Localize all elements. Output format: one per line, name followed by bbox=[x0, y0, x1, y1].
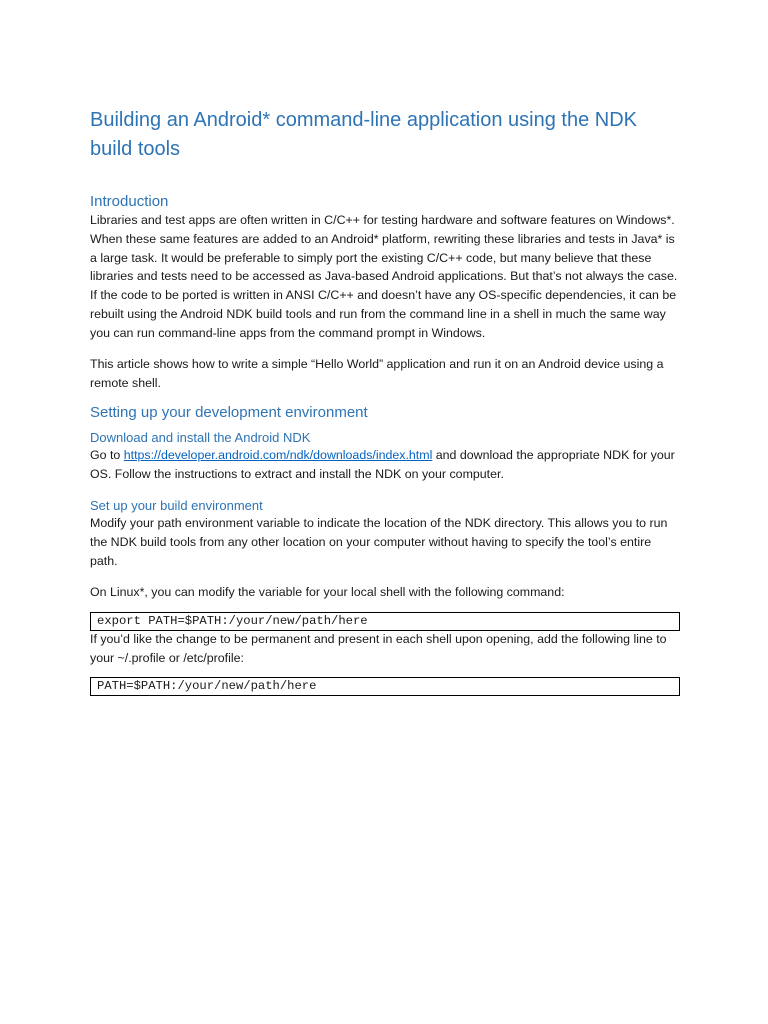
introduction-heading: Introduction bbox=[90, 193, 169, 210]
build-env-paragraph-2: On Linux*, you can modify the variable for your local shell with the following command: bbox=[90, 585, 565, 599]
introduction-paragraph-1: Libraries and test apps are often written in C/C++ for testing hardware and software features on Windows*. When these same features are added to an Android* platform, rewriting these libraries and tests in Java* is a large task. It would be preferable to simply port the existing C/C++ code, but many believe that these libraries and tests need to be accessed as Java-based Android applications. But that’s not always the case. If the code to be ported is written in ANSI C/C++ and doesn’t have any OS-specific dependencies, it can be rebuilt using the Android NDK build tools and run from the command line in a shell in much the same way you can run command-line apps from the command prompt in Windows. bbox=[90, 213, 678, 340]
download-text-before-link: Go to bbox=[90, 448, 124, 462]
introduction-section bbox=[90, 193, 680, 343]
build-env-paragraph-1: Modify your path environment variable to indicate the location of the NDK directory. This allows you to run the NDK build tools from any other location on your computer without having to specify the tool’s entire path. bbox=[90, 516, 668, 568]
ndk-download-link[interactable]: https://developer.android.com/ndk/downloads/index.html bbox=[123, 448, 433, 462]
build-env-paragraph-3: If you’d like the change to be permanent and present in each shell upon opening, add the following line to your ~/.profile or /etc/profile: bbox=[90, 632, 667, 665]
code-block-export-path: export PATH=$PATH:/your/new/path/here bbox=[90, 612, 680, 631]
build-env-section bbox=[90, 497, 680, 570]
document-title: Building an Android* command-line application using the NDK build tools bbox=[90, 109, 637, 160]
download-section bbox=[90, 429, 680, 484]
download-heading: Download and install the Android NDK bbox=[90, 430, 311, 445]
introduction-paragraph-2: This article shows how to write a simple “Hello World” application and run it on an Android device using a remote shell. bbox=[90, 357, 664, 390]
build-env-heading: Set up your build environment bbox=[90, 498, 263, 513]
download-text-after-link: and download the appropriate NDK for your OS. Follow the instructions to extract and install the NDK on your computer. bbox=[90, 448, 675, 481]
download-paragraph bbox=[90, 446, 680, 484]
code-block-path: PATH=$PATH:/your/new/path/here bbox=[90, 677, 680, 696]
setup-heading: Setting up your development environment bbox=[90, 404, 368, 421]
